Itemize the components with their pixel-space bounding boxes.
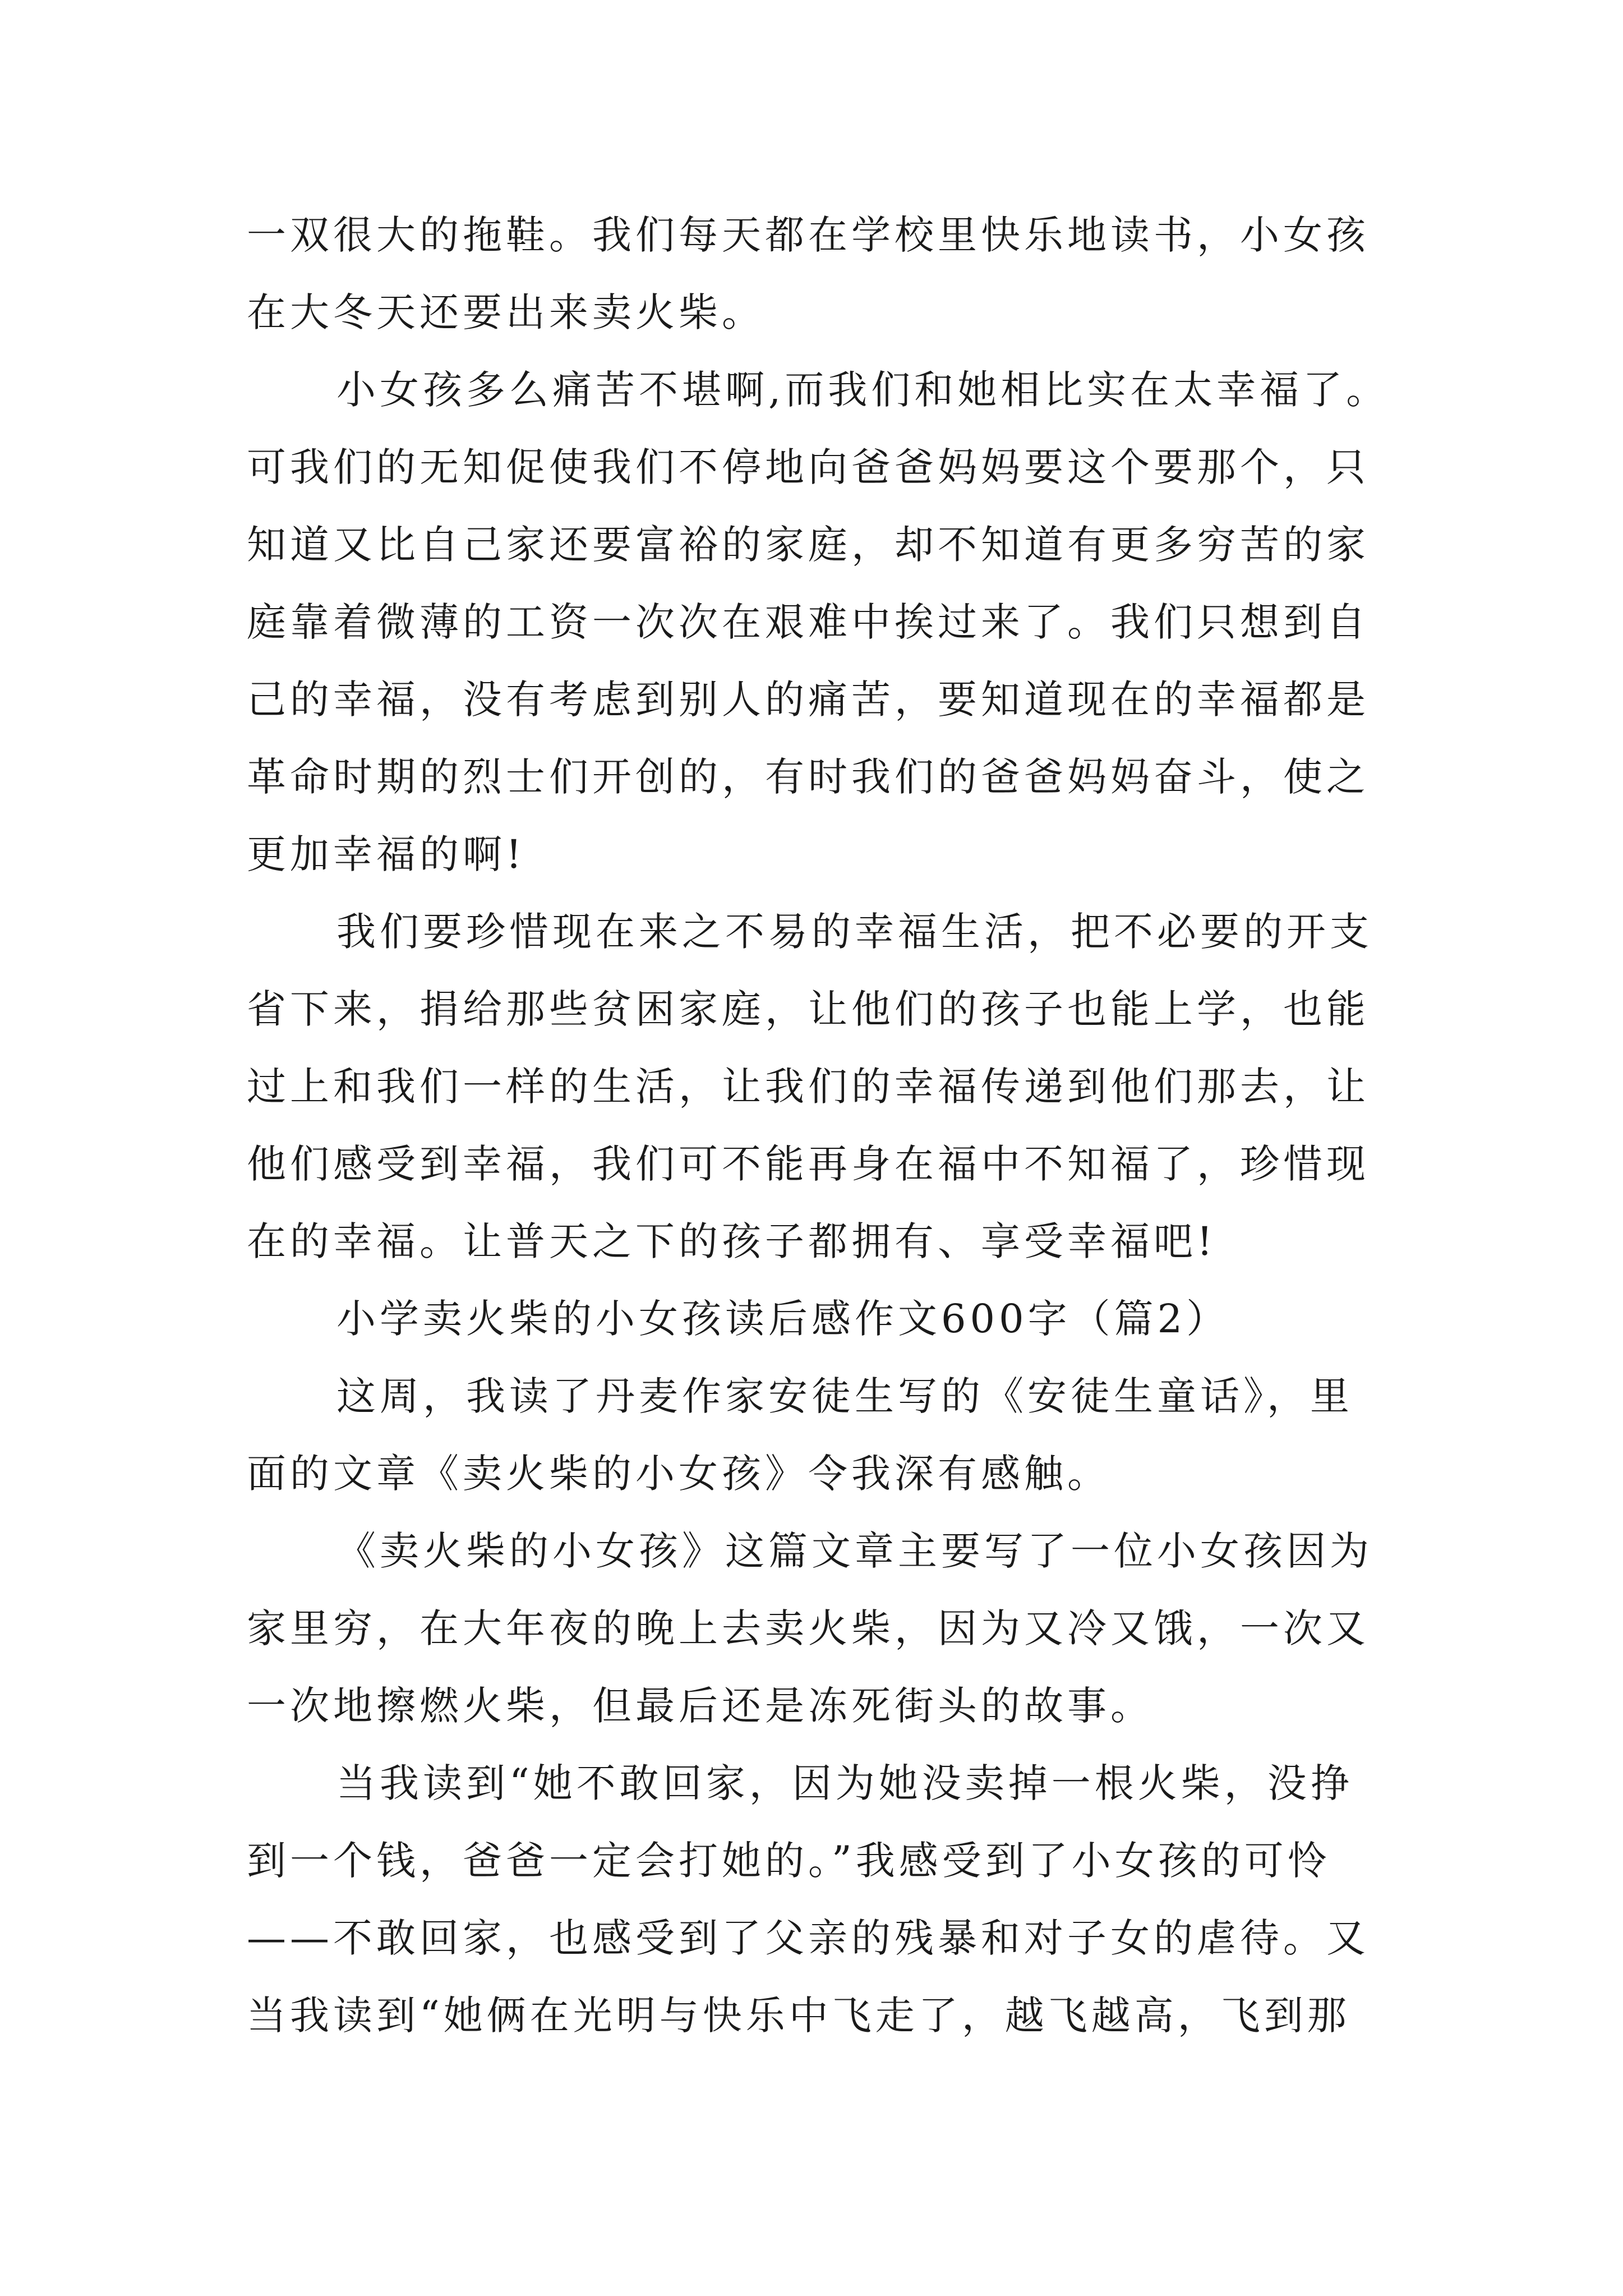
- paragraph-start-line: 这周，我读了丹麦作家安徒生写的《安徒生童话》，里: [336, 1373, 1353, 1419]
- text-line: 庭靠着微薄的工资一次次在艰难中挨过来了。我们只想到自: [247, 599, 1370, 645]
- paragraph-start-line: 小女孩多么痛苦不堪啊,而我们和她相比实在太幸福了。: [336, 367, 1390, 413]
- text-line: 己的幸福，没有考虑到别人的痛苦，要知道现在的幸福都是: [247, 677, 1370, 723]
- text-line: ——不敢回家，也感受到了父亲的残暴和对子女的虐待。又: [247, 1915, 1370, 1961]
- section-heading: 小学卖火柴的小女孩读后感作文600字（篇2）: [336, 1296, 1230, 1342]
- text-line: 知道又比自己家还要富裕的家庭，却不知道有更多穷苦的家: [247, 522, 1370, 568]
- document-body: [247, 196, 1390, 2054]
- paragraph-start-line: 《卖火柴的小女孩》这篇文章主要写了一位小女孩因为: [336, 1528, 1373, 1574]
- paragraph-start-line: 我们要珍惜现在来之不易的幸福生活，把不必要的开支: [336, 909, 1373, 955]
- text-line: 革命时期的烈士们开创的，有时我们的爸爸妈妈奋斗，使之: [247, 754, 1370, 800]
- text-line: 在的幸福。让普天之下的孩子都拥有、享受幸福吧!: [247, 1218, 1217, 1264]
- text-line: 他们感受到幸福，我们可不能再身在福中不知福了，珍惜现: [247, 1141, 1370, 1187]
- text-line: 在大冬天还要出来卖火柴。: [247, 289, 765, 335]
- text-line: 过上和我们一样的生活，让我们的幸福传递到他们那去，让: [247, 1064, 1370, 1110]
- text-line: 省下来，捐给那些贫困家庭，让他们的孩子也能上学，也能: [247, 986, 1370, 1032]
- text-line: 当我读到“她俩在光明与快乐中飞走了，越飞越高，飞到那: [247, 1993, 1350, 2039]
- text-line: 更加幸福的啊!: [247, 831, 526, 877]
- text-line: 一双很大的拖鞋。我们每天都在学校里快乐地读书，小女孩: [247, 212, 1370, 258]
- text-line: 一次地擦燃火柴，但最后还是冻死街头的故事。: [247, 1683, 1154, 1729]
- text-line: 面的文章《卖火柴的小女孩》令我深有感触。: [247, 1451, 1110, 1497]
- text-line: 家里穷，在大年夜的晚上去卖火柴，因为又冷又饿，一次又: [247, 1605, 1370, 1651]
- paragraph-start-line: 当我读到“她不敢回家，因为她没卖掉一根火柴，没挣: [336, 1760, 1354, 1806]
- text-line: 可我们的无知促使我们不停地向爸爸妈妈要这个要那个，只: [247, 444, 1370, 490]
- text-line: 到一个钱，爸爸一定会打她的。”我感受到了小女孩的可怜: [247, 1838, 1331, 1884]
